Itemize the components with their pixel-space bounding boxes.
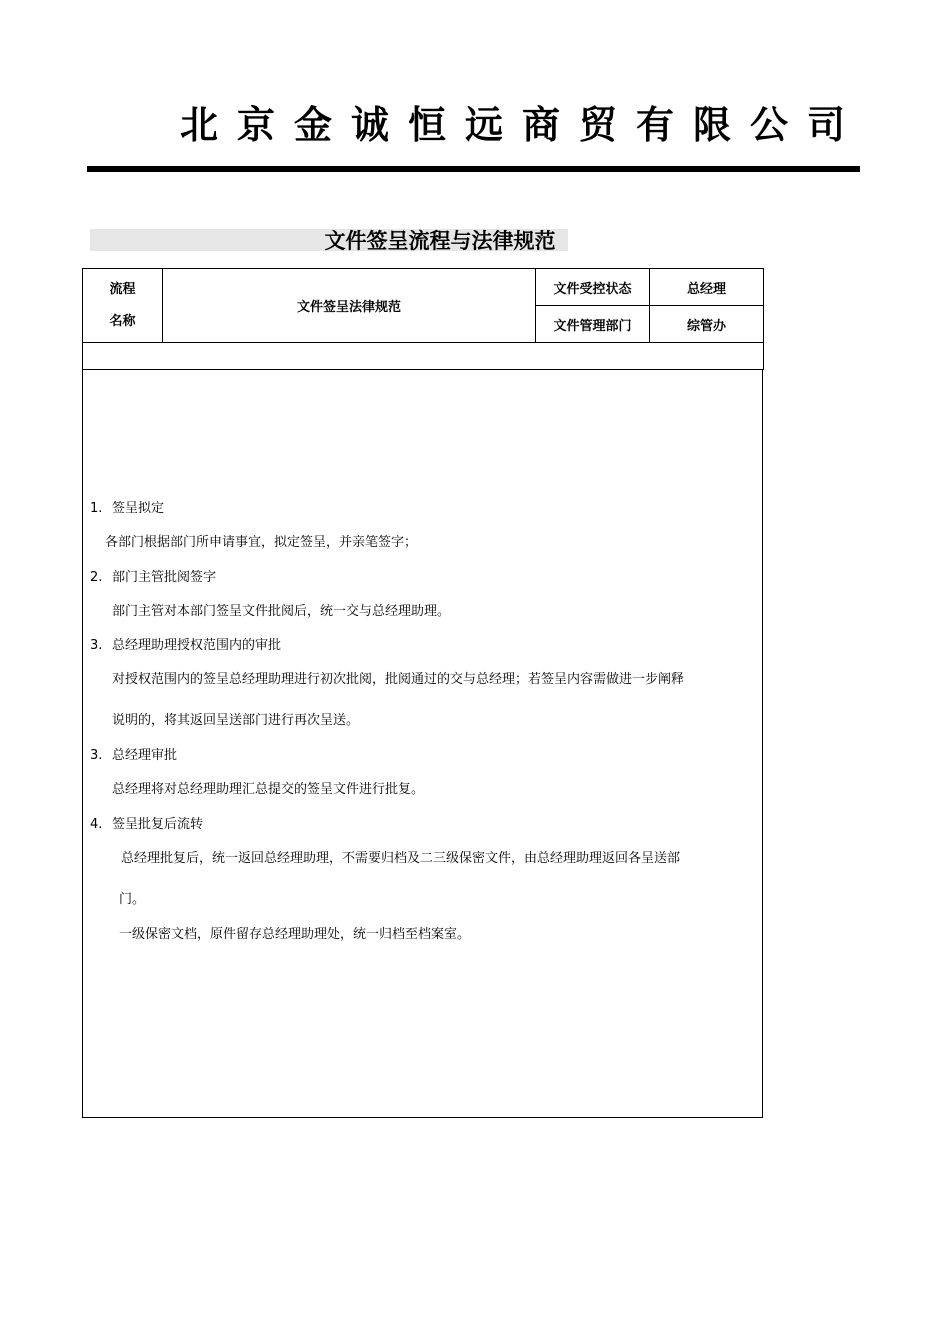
- section-2-title: 部门主管批阅签字: [112, 570, 217, 585]
- status-value: 总经理: [650, 269, 764, 306]
- section-5-text-line1: 总经理批复后，统一返回总经理助理，不需要归档及二三级保密文件，由总经理助理返回各呈送部: [121, 851, 681, 866]
- section-5-title: 签呈批复后流转: [112, 817, 204, 832]
- section-4-number: 3.: [90, 748, 103, 763]
- process-label-line2: 名称: [109, 313, 136, 329]
- process-name-label-cell: [83, 269, 163, 343]
- status-label: 文件受控状态: [536, 269, 650, 306]
- section-1-title: 签呈拟定: [112, 501, 165, 516]
- section-3-text-line1: 对授权范围内的签呈总经理助理进行初次批阅，批阅通过的交与总经理；若签呈内容需做进一步阐释: [112, 672, 685, 687]
- dept-label: 文件管理部门: [536, 306, 650, 343]
- blank-row: [83, 343, 764, 370]
- section-2-heading: [90, 569, 216, 587]
- section-3-number: 3.: [90, 638, 103, 653]
- process-label-line1: 流程: [109, 281, 136, 297]
- section-3-text-line2: 说明的，将其返回呈送部门进行再次呈送。: [112, 713, 360, 728]
- section-2-number: 2.: [90, 570, 103, 585]
- header-divider: [87, 166, 860, 172]
- section-3-title: 总经理助理授权范围内的审批: [112, 638, 282, 653]
- section-5-text-line3: 一级保密文档，原件留存总经理助理处，统一归档至档案室。: [119, 927, 471, 942]
- section-5-heading: [90, 816, 203, 834]
- section-4-text: 总经理将对总经理助理汇总提交的签呈文件进行批复。: [112, 782, 425, 797]
- section-3-heading: [90, 637, 281, 655]
- company-name: 北京金诚恒远商贸有限公司: [180, 103, 865, 147]
- section-2-text: 部门主管对本部门签呈文件批阅后，统一交与总经理助理。: [112, 604, 451, 619]
- document-title: 文件签呈流程与法律规范: [324, 229, 556, 253]
- section-4-heading: [90, 747, 177, 765]
- content-box: [82, 369, 763, 1118]
- dept-value: 综管办: [650, 306, 764, 343]
- section-5-number: 4.: [90, 817, 103, 832]
- section-1-number: 1.: [90, 501, 103, 516]
- section-4-title: 总经理审批: [112, 748, 178, 763]
- section-5-text-line2: 门。: [119, 892, 146, 907]
- section-1-text: 各部门根据部门所申请事宜，拟定签呈，并亲笔签字；: [105, 535, 418, 550]
- process-name-value: 文件签呈法律规范: [163, 269, 536, 343]
- section-1-heading: [90, 500, 164, 518]
- info-table: [82, 268, 764, 370]
